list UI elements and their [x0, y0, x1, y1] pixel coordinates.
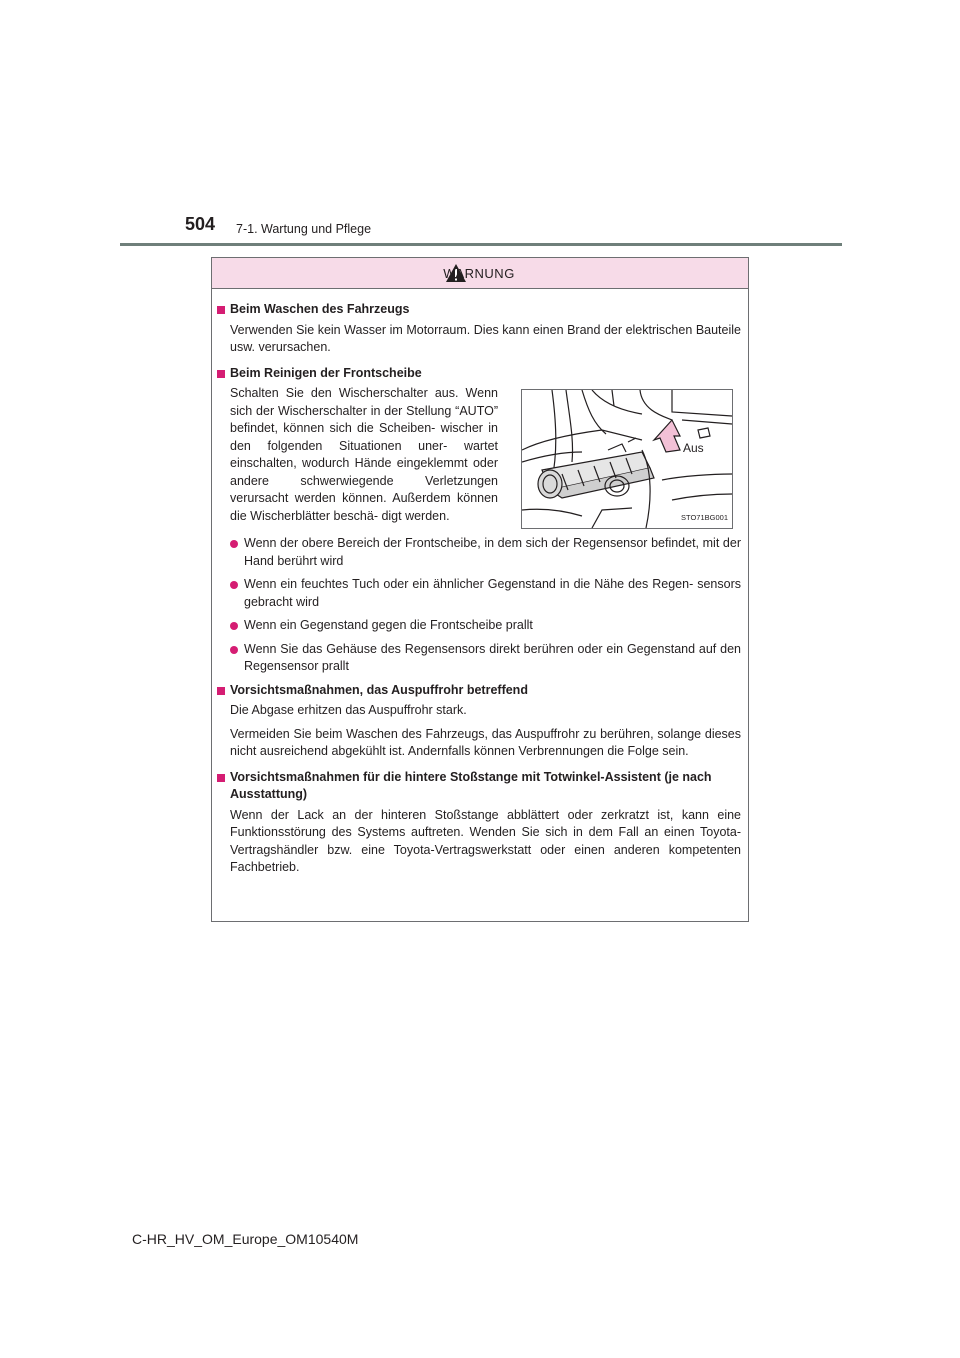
round-bullet-icon [230, 581, 238, 589]
document-id: C-HR_HV_OM_Europe_OM10540M [132, 1231, 359, 1247]
paragraph: Vermeiden Sie beim Waschen des Fahrzeugs, das Auspuffrohr zu berühren, solange dieses nicht ausreichend abgekühlt ist. Andernfalls können Verbrennungen die Folge sein. [230, 726, 741, 758]
section-heading: Vorsichtsmaßnahmen für die hintere Stoßstange mit Totwinkel-Assistent (je nach Ausstattung) [217, 769, 741, 804]
list-item: Wenn der obere Bereich der Frontscheibe, in dem sich der Regensensor befindet, mit der Hand berührt wird [230, 535, 741, 570]
warning-box [211, 257, 749, 922]
section-heading: Vorsichtsmaßnahmen, das Auspuffrohr betreffend [217, 682, 741, 700]
round-bullet-icon [230, 646, 238, 654]
warning-title: WARNUNG [443, 265, 515, 281]
paragraph: Verwenden Sie kein Wasser im Motorraum. Dies kann einen Brand der elektrischen Bauteile usw. verursachen. [230, 322, 741, 354]
square-bullet-icon [217, 370, 225, 378]
paragraph: Wenn der Lack an der hinteren Stoßstange abblättert oder zerkratzt ist, kann eine Funktionsstörung des Systems auftreten. Wenden Sie sich in dem Fall an einen Toyota-Vertragshändler bzw. eine Toyota-Vertragswerkstatt oder einen anderen kompetenten Fachbetrieb. [230, 807, 741, 874]
paragraph: Schalten Sie den Wischerschalter aus. Wenn sich der Wischerschalter in der Stellung “AUTO” befindet, können sich die Scheiben- wischer in den folgenden Situationen uner- wartet einschalten, wodurch Hände eingeklemmt oder andere schwerwiegende Verletzungen verursacht werden können. Außerdem können die Wischerblätter beschä- digt werden. [230, 386, 498, 523]
square-bullet-icon [217, 306, 225, 314]
wiper-switch-illustration [521, 389, 733, 529]
wiper-switch-drawing [522, 390, 732, 528]
figure-label-aus: Aus [682, 440, 705, 458]
section-title: 7-1. Wartung und Pflege [236, 222, 372, 236]
figure-row [230, 385, 741, 529]
figure-code: STO71BG001 [681, 512, 728, 522]
page-number: 504 [185, 214, 216, 234]
paragraph: Die Abgase erhitzen das Auspuffrohr stark. [230, 703, 467, 717]
section-heading: Beim Waschen des Fahrzeugs [217, 301, 741, 319]
square-bullet-icon [217, 687, 225, 695]
list-item: Wenn ein Gegenstand gegen die Frontscheibe prallt [230, 617, 741, 635]
header-rule [120, 243, 842, 246]
section-heading: Beim Reinigen der Frontscheibe [217, 365, 741, 383]
list-item: Wenn ein feuchtes Tuch oder ein ähnlicher Gegenstand in die Nähe des Regen- sensors gebracht wird [230, 576, 741, 611]
square-bullet-icon [217, 774, 225, 782]
round-bullet-icon [230, 622, 238, 630]
warning-header [212, 258, 748, 289]
warning-body [212, 289, 748, 877]
list-item: Wenn Sie das Gehäuse des Regensensors direkt berühren oder ein Gegenstand auf den Regensensor prallt [230, 641, 741, 676]
round-bullet-icon [230, 540, 238, 548]
